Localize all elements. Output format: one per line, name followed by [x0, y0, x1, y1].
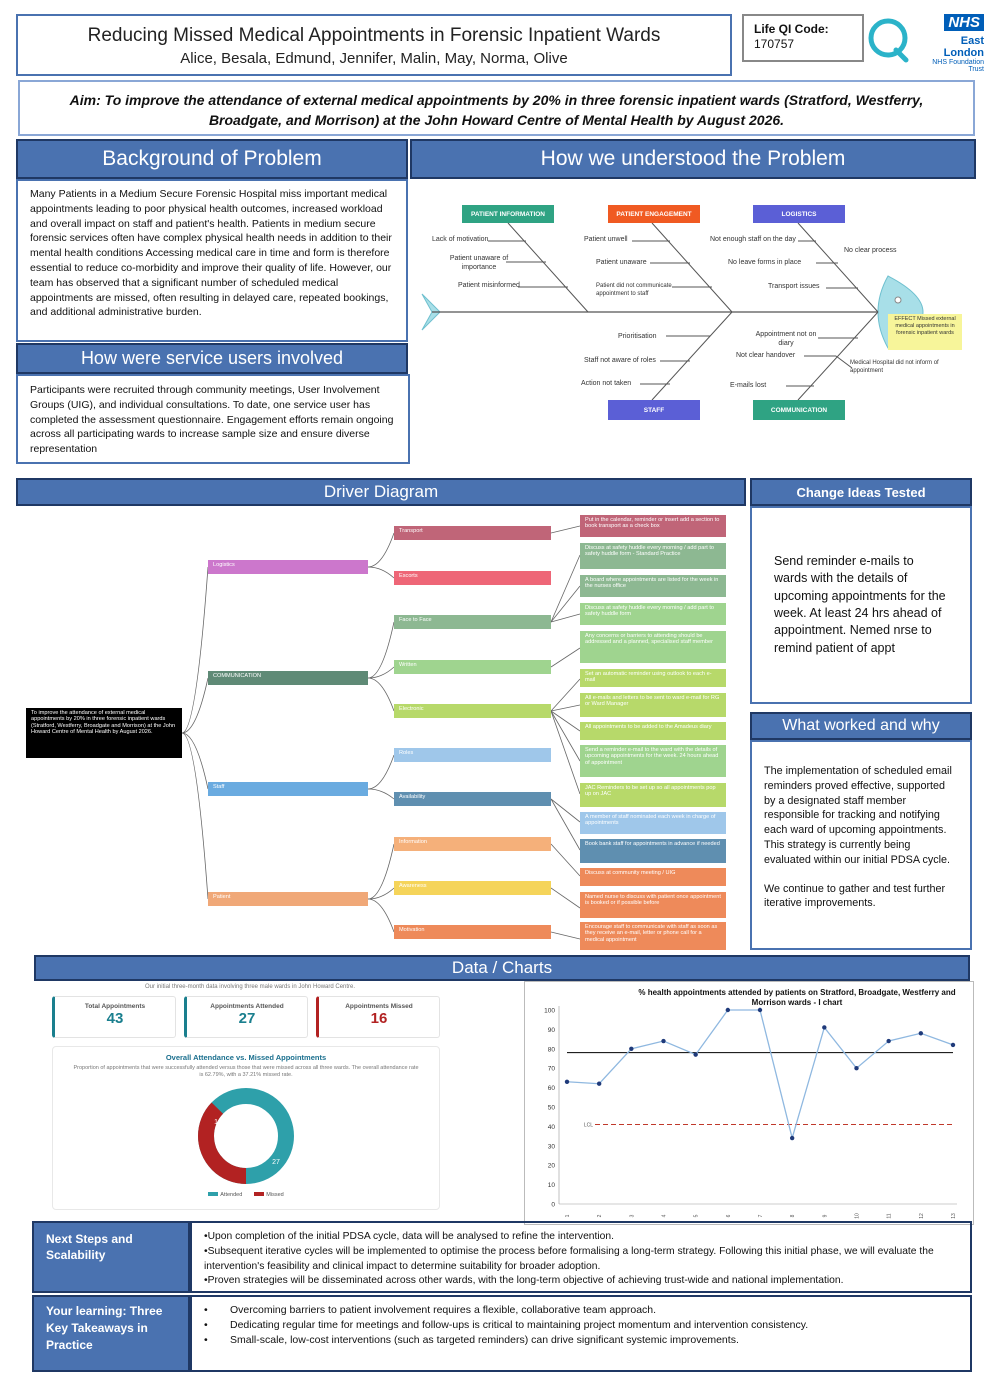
data-heading: Data / Charts: [34, 955, 970, 981]
x-tick-label: 11: [886, 1213, 893, 1219]
change-idea: A member of staff nominated each week in charge of appointments: [580, 812, 726, 834]
x-tick-label: 8: [790, 1214, 797, 1218]
primary-driver: Staff: [208, 782, 368, 796]
qi-code-value: 170757: [754, 37, 795, 51]
y-tick-label: 10: [547, 1182, 555, 1190]
cause: Patient misinformed: [458, 282, 520, 289]
kpi-card-attended: [184, 996, 308, 1038]
next-steps-item: •Proven strategies will be disseminated across other wards, with the long-term objective of achieving trust-wide and national implementation.: [204, 1275, 844, 1287]
cause: Patient did not communicate appointment to staff: [596, 283, 672, 297]
secondary-driver: Information: [394, 837, 551, 851]
x-tick-label: 13: [951, 1213, 957, 1219]
kpi-value: 16: [370, 1010, 388, 1027]
x-tick-label: 7: [758, 1214, 764, 1218]
fishbone-diagram: [418, 196, 974, 426]
learning-label-box: [32, 1295, 190, 1372]
data-point: [822, 1025, 826, 1029]
change-idea: Set an automatic reminder using outlook to each e-mail: [580, 669, 726, 687]
data-point: [661, 1039, 665, 1043]
change-idea: Book bank staff for appointments in advance if needed: [580, 839, 726, 863]
kpi-card-missed: [316, 996, 440, 1038]
y-tick-label: 40: [547, 1123, 555, 1131]
change-idea: All e-mails and letters to be sent to ward e-mail for RG or Ward Manager: [580, 693, 726, 717]
x-tick-label: 1: [565, 1214, 571, 1218]
x-tick-label: 5: [693, 1214, 700, 1218]
cause: Not clear handover: [736, 352, 796, 359]
driver-diagram: [16, 508, 746, 952]
fishbone-lines: [418, 196, 974, 426]
dashboard-intro: Our initial three-month data involving three male wards in John Howard Centre.: [144, 984, 356, 990]
fishbone-heading: How we understood the Problem: [410, 139, 976, 179]
learning-heading: Your learning: Three Key Takeaways in Practice: [46, 1304, 163, 1352]
x-tick-label: 9: [822, 1214, 829, 1218]
x-tick-label: 6: [725, 1214, 732, 1218]
change-idea: Discuss at community meeting / UIG: [580, 868, 726, 886]
change-idea: All appointments to be added to the Amadeus diary: [580, 722, 726, 740]
x-tick-label: 10: [854, 1213, 861, 1219]
change-ideas-box: [750, 506, 972, 704]
ichart: [525, 982, 975, 1226]
donut-card: [52, 1046, 440, 1210]
change-ideas-text: Send reminder e-mails to wards with the details of upcoming appointments for the week. At least 24 hrs ahead of appointment. Nemed nrse to remind patient of appt: [774, 553, 946, 655]
nhs-logo: [918, 14, 984, 73]
service-users-box: [16, 374, 410, 464]
cause: No clear process: [844, 247, 897, 254]
primary-driver: Patient: [208, 892, 368, 906]
x-tick-label: 4: [661, 1214, 668, 1218]
legend-missed: Missed: [254, 1192, 283, 1198]
next-steps-item: •Upon completion of the initial PDSA cycle, data will be analysed to refine the intervention.: [204, 1231, 614, 1242]
dashboard: [52, 984, 448, 1216]
y-tick-label: 100: [544, 1007, 555, 1015]
y-tick-label: 0: [551, 1201, 555, 1209]
donut-chart: [186, 1081, 306, 1191]
fishbone-category-patient-info: PATIENT INFORMATION: [462, 205, 554, 223]
qi-logo: [866, 12, 914, 64]
poster-title: Reducing Missed Medical Appointments in Forensic Inpatient Wards: [87, 25, 661, 46]
donut-label-missed: 16: [214, 1119, 222, 1126]
donut-title: Overall Attendance vs. Missed Appointments: [165, 1053, 327, 1062]
worked-heading: What worked and why: [750, 712, 972, 740]
change-idea: Named nurse to discuss with patient once appointment is booked or if possible before: [580, 892, 726, 918]
kpi-label: Appointments Attended: [210, 1003, 284, 1010]
y-tick-label: 30: [547, 1143, 555, 1151]
secondary-driver: Escorts: [394, 571, 551, 585]
data-point: [597, 1082, 601, 1086]
change-idea: Discuss at safety huddle every morning / add part to safety huddle form: [580, 603, 726, 625]
cause: Transport issues: [768, 283, 820, 290]
cause: No leave forms in place: [728, 259, 802, 266]
service-users-text: Participants were recruited through community meetings, User Involvement Groups (UIG), and individual consultations. To date, one service user has completed the assessment questionnaire. Engagement efforts remain ongoing across all participating wards to increase sample size and ensure diverse representation: [30, 384, 394, 456]
donut-desc: Proportion of appointments that were successfully attended versus those that were missed across all three wards. The overall attendance rate is 62.79%, with a 37.21% missed rate.: [73, 1065, 419, 1078]
next-steps-heading: Next Steps and Scalability: [46, 1232, 133, 1262]
y-tick-label: 20: [547, 1162, 555, 1170]
data-point: [886, 1039, 890, 1043]
fishbone-effect: EFFECT Missed external medical appointments in forensic inpatient wards: [888, 314, 962, 350]
primary-driver: Logistics: [208, 560, 368, 574]
cause: Prioritisation: [618, 333, 657, 340]
cause: Staff not aware of roles: [584, 357, 656, 364]
cause: Patient unwell: [584, 236, 628, 243]
background-text: Many Patients in a Medium Secure Forensic Hospital miss important medical appointments leading to poor physical health outcomes, increased workload and overall impact on staff and patient's health. Patients in medium secure forensic services often have complex physical health needs in addition to their mental health conditions Accessing medical care in time and form is therefore essential to reduce co-morbidity and improve their quality of life. However, our team has observed that a significant number of scheduled medical appointments are missed, often resulting in delayed care, repeated bookings, and additional administrative burden.: [30, 188, 392, 319]
kpi-value: 43: [106, 1010, 124, 1027]
data-point: [854, 1066, 858, 1070]
learning-item: • Dedicating regular time for meetings and follow-ups is critical to maintaining project momentum and intervention consistency.: [204, 1318, 809, 1331]
cause: Lack of motivation: [432, 236, 489, 243]
primary-driver: COMMUNICATION: [208, 671, 368, 685]
fishbone-category-staff: STAFF: [608, 400, 700, 420]
cause: Medical Hospital did not inform of appointment: [850, 360, 939, 374]
trust-subname: NHS Foundation Trust: [932, 59, 984, 73]
cause: Patient unaware of importance: [449, 255, 509, 271]
secondary-driver: Electronic: [394, 704, 551, 718]
service-users-heading: How were service users involved: [16, 343, 408, 374]
data-point: [565, 1080, 569, 1084]
y-tick-label: 80: [547, 1046, 555, 1054]
aim-text: Aim: To improve the attendance of external medical appointments by 20% in three forensic inpatient wards (Stratford, Westferry, Broadgate, and Morrison) at the John Howard Centre of Mental Health by August 2026.: [69, 92, 924, 128]
next-steps-label-box: [32, 1221, 190, 1293]
ichart-panel: [524, 981, 974, 1225]
ichart-title: % health appointments attended by patients on Stratford, Broadgate, Westferry and Morrison wards - I chart: [638, 988, 956, 1007]
secondary-driver: Transport: [394, 526, 551, 540]
data-point: [629, 1047, 633, 1051]
cause: Action not taken: [581, 380, 632, 387]
donut-label-attended: 27: [272, 1159, 280, 1166]
kpi-card-total: [52, 996, 176, 1038]
learning-item: • Small-scale, low-cost interventions (such as targeted reminders) can drive significant systemic improvements.: [204, 1333, 739, 1346]
change-idea: Send a reminder e-mail to the ward with the details of upcoming appointments for the week. 24 hours ahead of appointment: [580, 745, 726, 777]
title-box: [16, 14, 732, 76]
background-heading: Background of Problem: [16, 139, 408, 179]
learning-box: [190, 1295, 972, 1372]
aim-box: [18, 80, 975, 136]
y-tick-label: 90: [547, 1026, 555, 1034]
fishbone-category-engagement: PATIENT ENGAGEMENT: [608, 205, 700, 223]
secondary-driver: Availability: [394, 792, 551, 806]
trust-name: East London: [943, 35, 984, 59]
driver-heading: Driver Diagram: [16, 478, 746, 506]
secondary-driver: Face to Face: [394, 615, 551, 629]
donut-legend: [53, 1192, 439, 1198]
secondary-driver: Motivation: [394, 925, 551, 939]
kpi-label: Total Appointments: [84, 1003, 146, 1010]
change-idea: Any concerns or barriers to attending should be addressed and a planned, specialised staff member: [580, 631, 726, 663]
data-point: [693, 1052, 697, 1056]
fishbone-category-communication: COMMUNICATION: [753, 400, 845, 420]
x-tick-label: 2: [597, 1214, 604, 1218]
legend-attended: Attended: [208, 1192, 242, 1198]
data-point: [758, 1008, 762, 1012]
y-tick-label: 60: [547, 1085, 555, 1093]
change-idea: Put in the calendar, reminder or insert add a section to book transport as a check box: [580, 515, 726, 537]
worked-text-2: We continue to gather and test further iterative improvements.: [764, 882, 946, 910]
qi-ring-icon: [866, 12, 914, 64]
change-idea: JAC Reminders to be set up so all appointments pop up on JAC: [580, 783, 726, 807]
change-idea: Discuss at safety huddle every morning / add part to safety huddle form - Standard Practice: [580, 543, 726, 569]
next-steps-item: •Subsequent iterative cycles will be implemented to optimise the process before formalising a long-term strategy. Following this initial phase, we will evaluate the intervention's feasibility and clinical impact to determine suitability for broader adoption.: [204, 1245, 934, 1272]
cause: E-mails lost: [730, 382, 767, 389]
poster-authors: Alice, Besala, Edmund, Jennifer, Malin, May, Norma, Olive: [180, 50, 568, 67]
x-tick-label: 3: [629, 1214, 636, 1218]
change-idea: Encourage staff to communicate with staff as soon as they receive an e-mail, letter or phone call for a medical appointment: [580, 922, 726, 950]
nhs-badge: NHS: [944, 14, 984, 31]
fishbone-category-logistics: LOGISTICS: [753, 205, 845, 223]
data-point: [919, 1031, 923, 1035]
qi-code-box: [742, 14, 864, 62]
qi-code-label: Life QI Code:: [754, 22, 829, 36]
kpi-value: 27: [238, 1010, 256, 1027]
background-box: [16, 179, 408, 342]
data-point: [790, 1136, 794, 1140]
data-point: [726, 1008, 730, 1012]
lcl-label: LCL: [583, 1122, 593, 1129]
change-ideas-heading: Change Ideas Tested: [750, 478, 972, 506]
worked-text-1: The implementation of scheduled email reminders proved effective, supported by a designated staff member responsible for tracking and notifying each ward of upcoming appointments. This strategy is currently being evaluated within our initial PDSA cycle.: [764, 765, 952, 866]
cause: Appointment not on diary: [755, 331, 817, 347]
cause: Patient unaware: [596, 259, 647, 266]
cause: Not enough staff on the day: [710, 236, 796, 243]
data-point: [951, 1043, 955, 1047]
x-tick-label: 12: [918, 1213, 925, 1219]
change-idea: A board where appointments are listed for the week in the nurses office: [580, 575, 726, 597]
y-tick-label: 50: [547, 1104, 555, 1112]
series-line: [567, 1010, 953, 1138]
secondary-driver: Awareness: [394, 881, 551, 895]
learning-list: [204, 1303, 958, 1347]
worked-box: [750, 740, 972, 950]
kpi-label: Appointments Missed: [345, 1003, 413, 1010]
driver-aim: To improve the attendance of external medical appointments by 20% in three forensic inpatient wards (Stratford, Westferry, Broadgate and Morrison) at the John Howard Centre of Mental Health by August 2026.: [26, 708, 182, 758]
secondary-driver: Roles: [394, 748, 551, 762]
y-tick-label: 70: [547, 1065, 555, 1073]
secondary-driver: Written: [394, 660, 551, 674]
learning-item: • Overcoming barriers to patient involvement requires a flexible, collaborative team approach.: [204, 1304, 657, 1316]
next-steps-box: [190, 1221, 972, 1293]
